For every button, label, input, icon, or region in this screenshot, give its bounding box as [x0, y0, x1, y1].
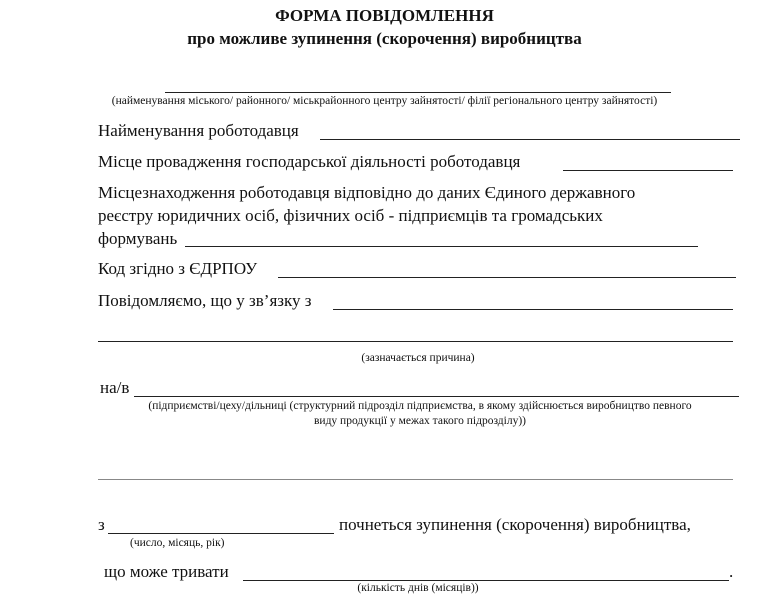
duration-caption: (кількість днів (місяців)) — [357, 582, 479, 594]
start-date-field[interactable] — [108, 533, 334, 534]
activity-place-label: Місце провадження господарської діяльності роботодавця — [98, 152, 521, 171]
edrpou-label: Код згідно з ЄДРПОУ — [98, 259, 258, 278]
employer-name-label: Найменування роботодавця — [98, 121, 299, 140]
employment-center-field[interactable] — [165, 92, 671, 93]
unit-field-continued[interactable] — [98, 479, 733, 480]
unit-field[interactable] — [134, 396, 739, 397]
unit-prefix: на/в — [100, 378, 130, 397]
start-prefix: з — [98, 515, 105, 534]
duration-label: що може тривати — [104, 562, 229, 581]
unit-caption-line1: (підприємстві/цеху/дільниці (структурний підрозділ підприємства, в якому здійснюється виробництво певного — [148, 400, 692, 412]
employment-center-caption: (найменування міського/ районного/ міськрайонного центру зайнятості/ філії регіонального центру зайнятості) — [111, 95, 658, 107]
location-text-line2: реєстру юридичних осіб, фізичних осіб - підприємців та громадських — [98, 206, 603, 225]
form-subtitle: про можливе зупинення (скорочення) виробництва — [187, 29, 582, 48]
start-text: почнеться зупинення (скорочення) виробництва, — [339, 515, 691, 534]
reason-caption: (зазначається причина) — [361, 352, 475, 364]
start-date-caption: (число, місяць, рік) — [130, 537, 225, 549]
reason-field-continued[interactable] — [98, 341, 733, 342]
location-field[interactable] — [185, 246, 698, 247]
location-text-line3: формувань — [98, 229, 178, 248]
activity-place-field[interactable] — [563, 170, 733, 171]
unit-caption-line2: виду продукції у межах такого підрозділу)) — [314, 415, 526, 427]
notice-label: Повідомляємо, що у зв’язку з — [98, 291, 312, 310]
form-title: ФОРМА ПОВІДОМЛЕННЯ — [275, 6, 494, 25]
reason-field[interactable] — [333, 309, 733, 310]
location-text-line1: Місцезнаходження роботодавця відповідно до даних Єдиного державного — [98, 183, 636, 202]
duration-field[interactable] — [243, 580, 729, 581]
employer-name-field[interactable] — [320, 139, 740, 140]
edrpou-field[interactable] — [278, 277, 736, 278]
duration-period: . — [729, 562, 734, 581]
